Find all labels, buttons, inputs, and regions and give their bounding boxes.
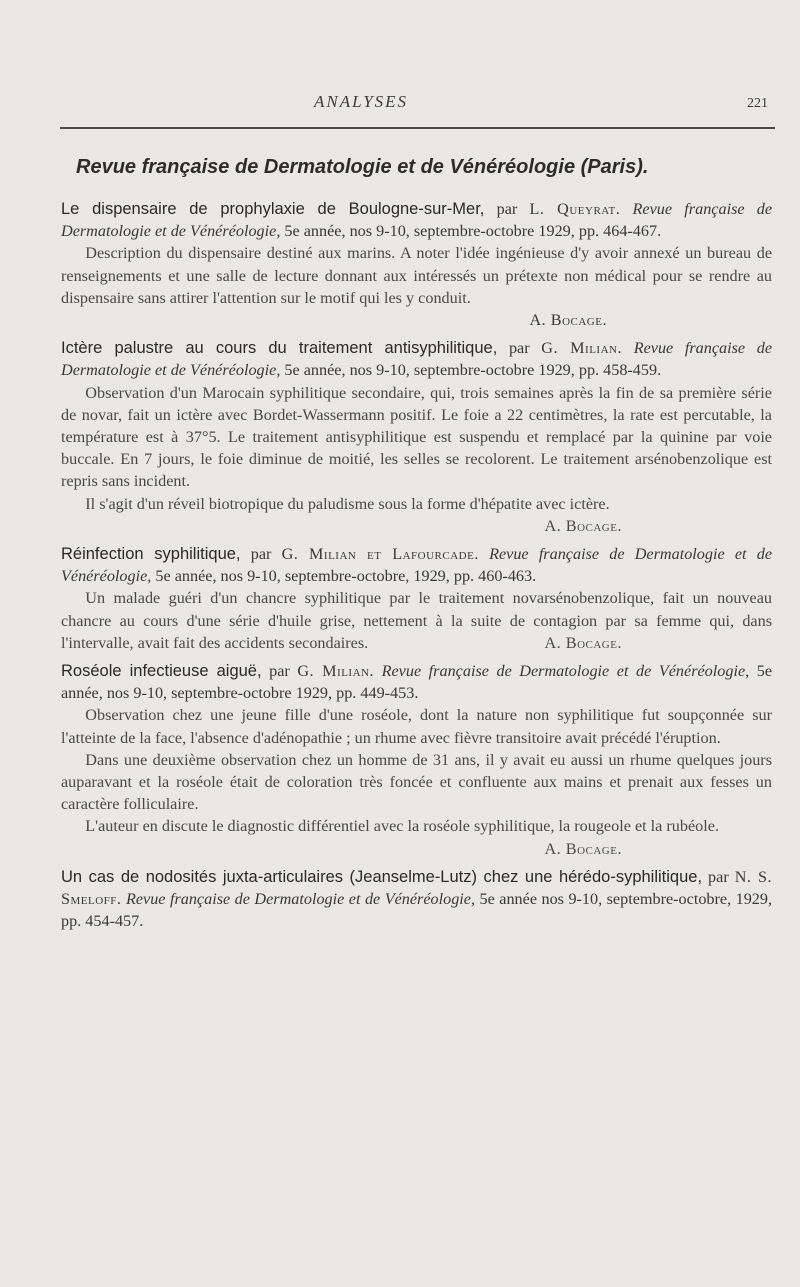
article-signature: A. Bocage.: [544, 839, 622, 858]
article-source: Revue française de Dermatologie et de Vénéréologie,: [61, 200, 773, 241]
article-authors: G. Milian et Lafourcade.: [281, 545, 479, 564]
article-by: par: [269, 662, 290, 681]
article-paragraph: [61, 493, 772, 537]
article-authors: G. Milian.: [297, 662, 375, 681]
article-paragraph: Description du dispensaire destiné aux marins. A noter l'idée ingénieuse d'y avoir annexé un bureau de renseignements et une salle de lecture donnant aux intéressés un prétexte non médical pour se rendre au dispensaire sans attirer l'attention sur le motif qui les y conduit.: [61, 244, 772, 307]
article-entry: [61, 543, 772, 654]
article-entry: [61, 866, 772, 933]
article-details: 5e année, nos 9-10, septembre-octobre 1929, pp. 464-467.: [284, 222, 662, 241]
article-title: Ictère palustre au cours du traitement antisyphilitique,: [61, 339, 498, 358]
article-source: Revue française de Dermatologie et de Vénéréologie,: [381, 662, 750, 681]
article-paragraph: Observation chez une jeune fille d'une roséole, dont la nature non syphilitique fut soupçonnée sur l'atteinte de la face, l'absence d'adénopathie ; un rhume avec fièvre transitoire avait précédé l'éruption.: [61, 706, 772, 747]
article-header: [61, 198, 772, 242]
article-details: 5e année, nos 9-10, septembre-octobre 1929, pp. 458-459.: [284, 361, 662, 380]
article-source: Revue française de Dermatologie et de Vénéréologie,: [61, 545, 773, 586]
article-header: [61, 543, 772, 587]
journal-title: Revue française de Dermatologie et de Vénéréologie (Paris).: [76, 156, 649, 178]
article-paragraph: [61, 587, 772, 654]
article-list: [61, 198, 772, 939]
article-entry: [61, 660, 772, 860]
article-signature: A. Bocage.: [544, 633, 622, 652]
article-entry: [61, 337, 772, 537]
article-title: Roséole infectieuse aiguë,: [61, 662, 262, 681]
section-heading: ANALYSES: [314, 92, 409, 111]
article-signature: A. Bocage.: [529, 311, 607, 330]
article-authors: L. Queyrat.: [529, 200, 621, 218]
article-title: Le dispensaire de prophylaxie de Boulogne-sur-Mer,: [61, 200, 485, 218]
article-source: Revue française de Dermatologie et de Vénéréologie,: [61, 339, 773, 380]
article-paragraph: Dans une deuxième observation chez un homme de 31 ans, il y avait eu aussi un rhume quelques jours auparavant et la roséole était de coloration très foncée et confluente aux mains et prenait aux fesses un caractère folliculaire.: [61, 750, 772, 814]
article-paragraph-text: Un malade guéri d'un chancre syphilitique par le traitement novarsénobenzolique, fait un nouveau chancre au cours d'une série d'huile grise, nettement à la suite de contagion par sa femme qui, dans l'intervalle, avait fait des accidents secondaires.: [61, 589, 772, 652]
article-paragraph: Observation d'un Marocain syphilitique secondaire, qui, trois semaines après la fin de sa première série de novar, fait un ictère avec Bordet-Wassermann positif. Le foie a 22 centimètres, la rate est percutable, la température est à 37°5. Le traitement antisyphilitique est suspendu et remplacé par la quinine par voie buccale. En 7 jours, le foie diminue de moitié, les selles se recolorent. Le traitement arsénobenzolique est repris sans incident.: [61, 383, 772, 491]
article-by: par: [708, 867, 729, 886]
article-details: 5e année, nos 9-10, septembre-octobre 1929, pp. 449-453.: [61, 662, 773, 703]
article-header: [61, 866, 772, 933]
article-authors: N. S. Smeloff.: [61, 867, 772, 909]
article-title: Un cas de nodosités juxta-articulaires (Jeanselme-Lutz) chez une hérédo-syphilitique,: [61, 867, 703, 886]
article-paragraph-text: Il s'agit d'un réveil biotropique du paludisme sous la forme d'hépatite avec ictère.: [85, 494, 610, 513]
article-signature: A. Bocage.: [544, 516, 622, 535]
article-source: Revue française de Dermatologie et de Vénéréologie,: [125, 890, 476, 909]
article-header: [61, 660, 772, 704]
running-head: [0, 92, 800, 116]
article-details: 5e année nos 9-10, septembre-octobre, 1929, pp. 454-457.: [61, 890, 773, 931]
article-details: 5e année, nos 9-10, septembre-octobre, 1929, pp. 460-463.: [155, 567, 537, 586]
header-rule: [60, 127, 775, 129]
article-entry: [61, 198, 772, 331]
page-number: 221: [747, 96, 768, 111]
article-header: [61, 337, 772, 381]
article-by: par: [508, 339, 530, 358]
article-by: par: [496, 200, 518, 218]
article-paragraph-text: L'auteur en discute le diagnostic différentiel avec la roséole syphilitique, la rougeole et la rubéole.: [85, 817, 719, 836]
article-title: Réinfection syphilitique,: [61, 545, 241, 564]
article-authors: G. Milian.: [541, 339, 623, 358]
article-by: par: [250, 545, 272, 564]
article-paragraph: [61, 815, 772, 859]
